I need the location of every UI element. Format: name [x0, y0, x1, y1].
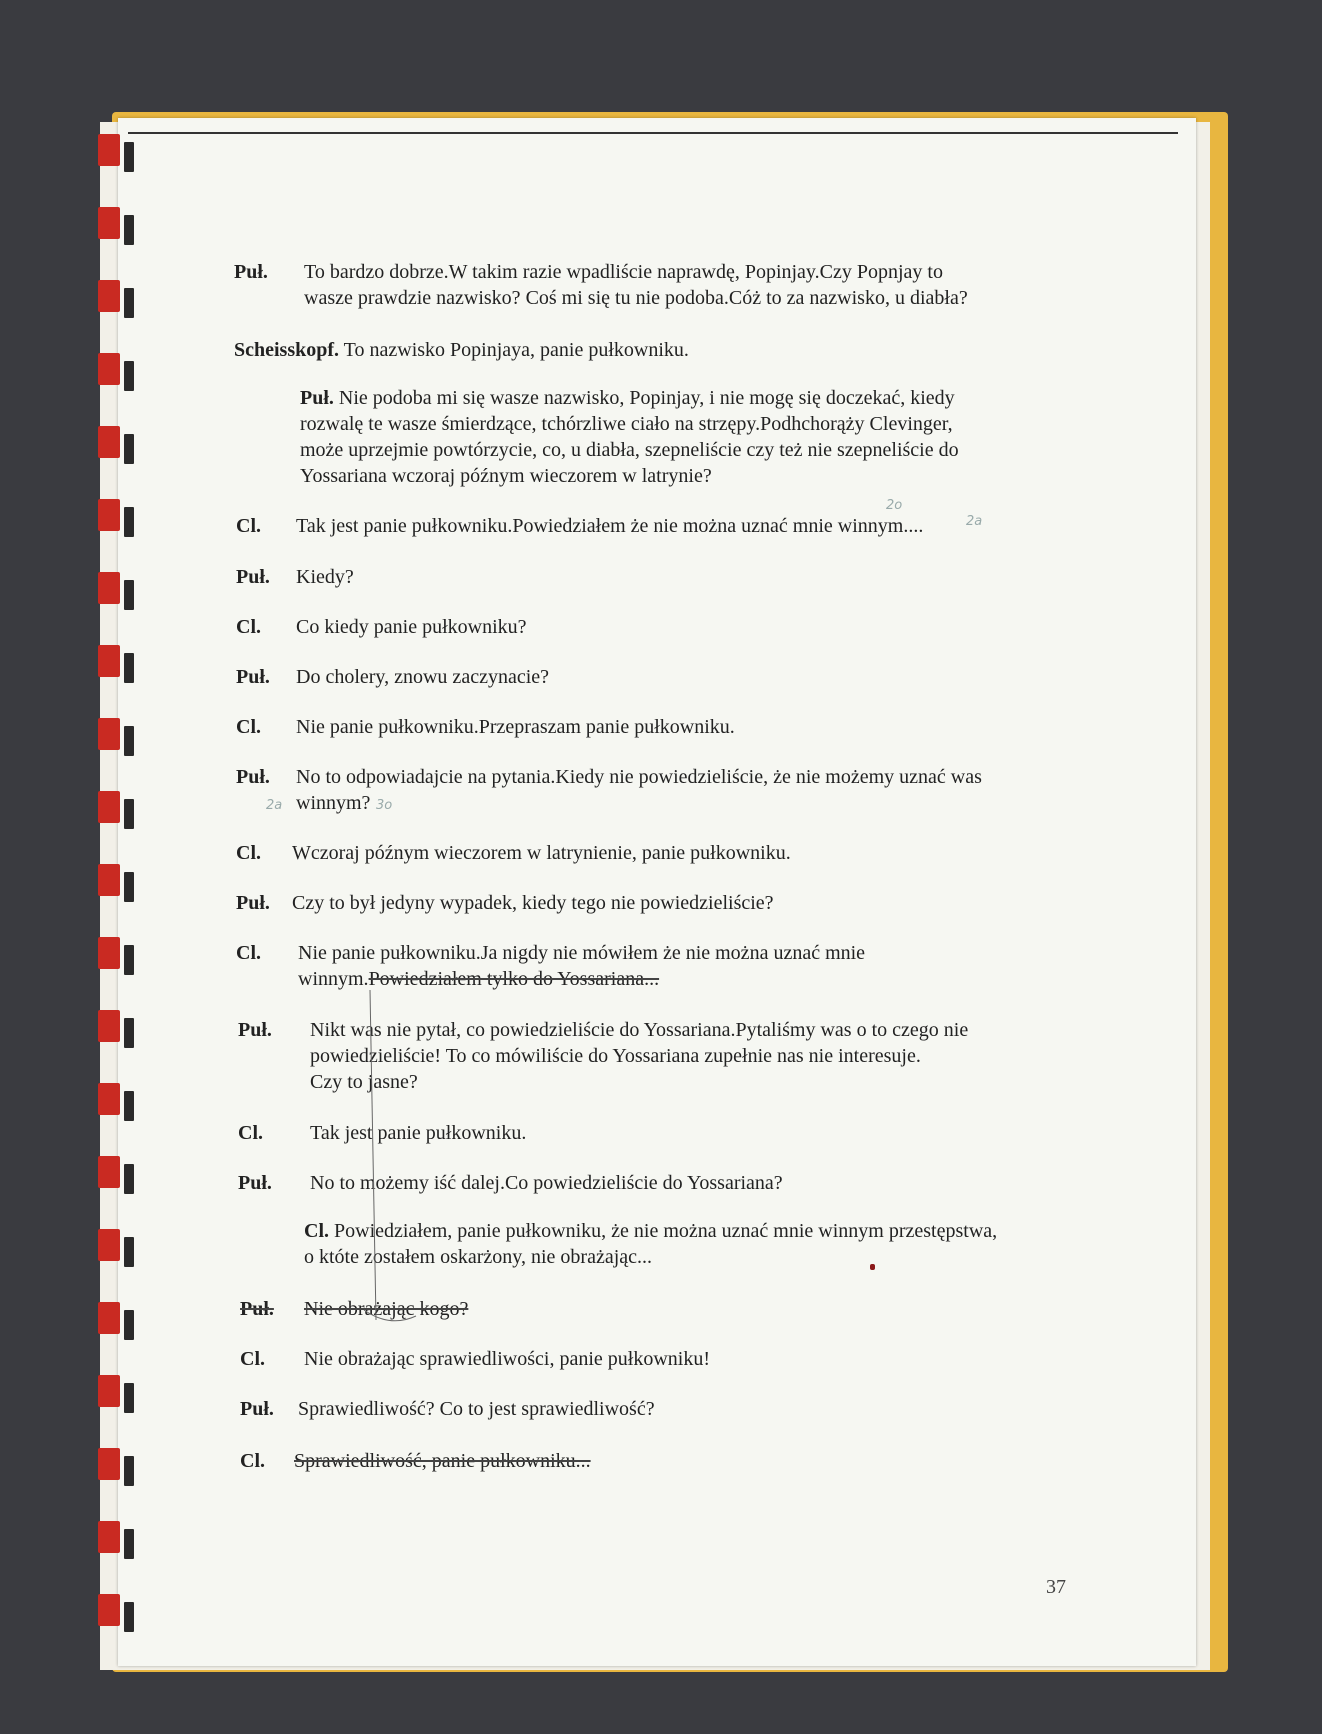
- ring-black: [124, 945, 134, 975]
- speaker-label: [236, 764, 270, 790]
- binding-ring: [96, 641, 142, 679]
- dialogue-text: Wczoraj późnym wieczorem w latrynienie, panie pułkowniku.: [292, 842, 791, 864]
- binding-ring: [96, 203, 142, 241]
- pencil-annotation: 3o: [376, 798, 393, 813]
- ring-red: [98, 1156, 120, 1188]
- binding-ring: [96, 349, 142, 387]
- speaker-label: Cl.: [238, 1122, 263, 1144]
- dialogue-line: [234, 337, 689, 363]
- ring-black: [124, 1018, 134, 1048]
- dialogue-text: [298, 966, 659, 992]
- speaker-label: [236, 614, 261, 640]
- binding-ring: [96, 787, 142, 825]
- binding-ring: [96, 1371, 142, 1409]
- ring-black: [124, 653, 134, 683]
- speaker-label: Puł.: [236, 566, 270, 588]
- dialogue-text: o któte zostałem oskarżony, nie obrażając...: [304, 1246, 653, 1268]
- dialogue-text: Nie obrażając sprawiedliwości, panie pułkowniku!: [304, 1348, 710, 1370]
- ring-red: [98, 426, 120, 458]
- ring-red: [98, 1010, 120, 1042]
- dialogue-text: wasze prawdzie nazwisko? Coś mi się tu nie podoba.Cóż to za nazwisko, u diabła?: [304, 287, 968, 309]
- spiral-binding: [96, 130, 142, 1670]
- speaker-label: [240, 1346, 265, 1372]
- ring-red: [98, 280, 120, 312]
- dialogue-text: No to odpowiadajcie na pytania.Kiedy nie powiedzieliście, że nie możemy uznać was: [296, 766, 982, 788]
- speaker-label: Puł.: [236, 666, 270, 688]
- ring-black: [124, 799, 134, 829]
- ring-red: [98, 864, 120, 896]
- ring-black: [124, 1602, 134, 1632]
- dialogue-line: [300, 385, 955, 411]
- ring-red: [98, 645, 120, 677]
- speaker-label: Cl.: [240, 1348, 265, 1370]
- binding-ring: [96, 1225, 142, 1263]
- speaker-label: [236, 890, 270, 916]
- binding-ring: [96, 495, 142, 533]
- speaker-label: Scheisskopf.: [234, 339, 340, 361]
- ring-black: [124, 288, 134, 318]
- dialogue-text: winnym?: [296, 792, 371, 814]
- dialogue-text: Co kiedy panie pułkowniku?: [296, 616, 527, 638]
- speaker-label: [236, 940, 261, 966]
- ring-black: [124, 434, 134, 464]
- dialogue-text: winnym.: [298, 968, 369, 990]
- ring-black: [124, 872, 134, 902]
- ring-black: [124, 142, 134, 172]
- dialogue-text: Do cholery, znowu zaczynacie?: [296, 666, 550, 688]
- ring-black: [124, 361, 134, 391]
- binding-ring: [96, 714, 142, 752]
- speaker-label: Puł.: [238, 1019, 272, 1041]
- speaker-label: Cl.: [236, 716, 261, 738]
- speaker-label: [240, 1396, 274, 1422]
- speaker-label: Cl.: [236, 942, 261, 964]
- ring-black: [124, 1237, 134, 1267]
- ring-red: [98, 1083, 120, 1115]
- dialogue-text: Tak jest panie pułkowniku.Powiedziałem że nie można uznać mnie winnym....: [296, 515, 924, 537]
- speaker-label: [238, 1170, 272, 1196]
- pencil-annotation: 2a: [266, 798, 283, 813]
- dialogue-text: To bardzo dobrze.W takim razie wpadliście naprawdę, Popinjay.Czy Popnjay to: [304, 261, 943, 283]
- dialogue-text: Powiedziałem, panie pułkowniku, że nie można uznać mnie winnym przestępstwa,: [334, 1220, 998, 1242]
- struck-text: Powiedziałem tylko do Yossariana...: [368, 968, 660, 990]
- binding-ring: [96, 860, 142, 898]
- ring-black: [124, 1310, 134, 1340]
- ring-red: [98, 1448, 120, 1480]
- speaker-label: [236, 564, 270, 590]
- ring-black: [124, 215, 134, 245]
- speaker-label: Cl.: [236, 616, 261, 638]
- ring-red: [98, 134, 120, 166]
- speaker-label: Cl.: [236, 515, 261, 537]
- speaker-label: Puł.: [236, 892, 270, 914]
- binding-ring: [96, 933, 142, 971]
- dialogue-line: [234, 259, 268, 285]
- binding-ring: [96, 422, 142, 460]
- dialogue-text: rozwalę te wasze śmierdzące, tchórzliwe ciało na strzępy.Podhchorąży Clevinger,: [300, 413, 953, 435]
- speaker-label: [236, 840, 261, 866]
- ring-red: [98, 1229, 120, 1261]
- struck-text: Sprawiedliwość, panie pułkowniku...: [294, 1450, 591, 1472]
- ring-red: [98, 353, 120, 385]
- pencil-annotation: 2o: [886, 498, 903, 513]
- dialogue-text: To nazwisko Popinjaya, panie pułkowniku.: [343, 339, 689, 361]
- ring-black: [124, 1383, 134, 1413]
- binding-ring: [96, 1152, 142, 1190]
- ring-black: [124, 507, 134, 537]
- speaker-label: [238, 1120, 263, 1146]
- ink-mark: [870, 1264, 875, 1270]
- speaker-label: Puł.: [300, 387, 334, 409]
- speaker-label: Puł.: [234, 261, 268, 283]
- speaker-label: Cl.: [240, 1450, 265, 1472]
- struck-text: Nie obrażając kogo?: [304, 1298, 469, 1320]
- speaker-label: Cl.: [304, 1220, 329, 1242]
- ring-black: [124, 1456, 134, 1486]
- speaker-label: Puł.: [238, 1172, 272, 1194]
- ring-red: [98, 1375, 120, 1407]
- ring-red: [98, 1302, 120, 1334]
- speaker-label: [236, 714, 261, 740]
- pencil-annotation: 2a: [966, 514, 983, 529]
- dialogue-text: Nie podoba mi się wasze nazwisko, Popinjay, i nie mogę się doczekać, kiedy: [338, 387, 955, 409]
- dialogue-text: Czy to był jedyny wypadek, kiedy tego nie powiedzieliście?: [292, 892, 774, 914]
- ring-red: [98, 207, 120, 239]
- speaker-label: [240, 1296, 274, 1322]
- top-rule: [128, 132, 1178, 134]
- speaker-label: Cl.: [236, 842, 261, 864]
- binding-ring: [96, 1298, 142, 1336]
- dialogue-text: powiedzieliście! To co mówiliście do Yossariana zupełnie nas nie interesuje.: [310, 1045, 921, 1067]
- ring-red: [98, 791, 120, 823]
- dialogue-text: Yossariana wczoraj późnym wieczorem w latrynie?: [300, 465, 712, 487]
- dialogue-text: może uprzejmie powtórzycie, co, u diabła, szepneliście czy też nie szepneliście do: [300, 439, 959, 461]
- ring-red: [98, 1594, 120, 1626]
- dialogue-text: Tak jest panie pułkowniku.: [310, 1122, 527, 1144]
- ring-black: [124, 1091, 134, 1121]
- binding-ring: [96, 1590, 142, 1628]
- binding-ring: [96, 568, 142, 606]
- ring-black: [124, 1164, 134, 1194]
- speaker-label: [240, 1448, 265, 1474]
- ring-red: [98, 937, 120, 969]
- dialogue-text: Nikt was nie pytał, co powiedzieliście do Yossariana.Pytaliśmy was o to czego nie: [310, 1019, 969, 1041]
- binding-ring: [96, 1006, 142, 1044]
- ring-red: [98, 1521, 120, 1553]
- dialogue-text: Kiedy?: [296, 566, 354, 588]
- ring-red: [98, 572, 120, 604]
- speaker-label: Puł.: [240, 1398, 274, 1420]
- binding-ring: [96, 1517, 142, 1555]
- ring-red: [98, 718, 120, 750]
- speaker-label: [236, 664, 270, 690]
- page-number: 37: [1046, 1576, 1066, 1598]
- dialogue-text: Nie panie pułkowniku.Ja nigdy nie mówiłem że nie można uznać mnie: [298, 942, 866, 964]
- dialogue-text: Sprawiedliwość? Co to jest sprawiedliwość?: [298, 1398, 655, 1420]
- dialogue-text: Czy to jasne?: [310, 1071, 418, 1093]
- dialogue-text: No to możemy iść dalej.Co powiedzieliście do Yossariana?: [310, 1172, 783, 1194]
- speaker-label: Puł.: [236, 766, 270, 788]
- ring-black: [124, 1529, 134, 1559]
- dialogue-text: Nie panie pułkowniku.Przepraszam panie pułkowniku.: [296, 716, 735, 738]
- binding-ring: [96, 130, 142, 168]
- binding-ring: [96, 1444, 142, 1482]
- binding-ring: [96, 276, 142, 314]
- binding-ring: [96, 1079, 142, 1117]
- ring-black: [124, 726, 134, 756]
- pen-marks: [360, 990, 420, 1330]
- speaker-label: [238, 1017, 272, 1043]
- ring-black: [124, 580, 134, 610]
- speaker-label: [236, 513, 261, 539]
- speaker-label: Puł.: [240, 1298, 274, 1320]
- ring-red: [98, 499, 120, 531]
